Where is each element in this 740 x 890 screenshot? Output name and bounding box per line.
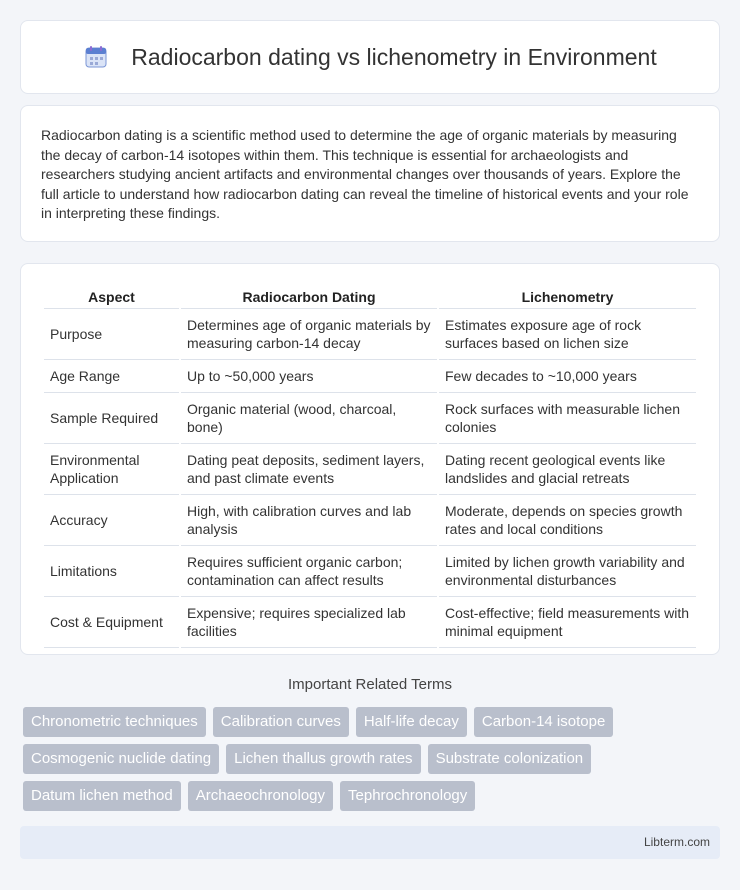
- table-header-row: [44, 284, 696, 309]
- calendar-icon: [83, 44, 109, 70]
- cell-aspect: Environmental Application: [44, 444, 179, 495]
- table-row: [44, 360, 696, 393]
- cell-aspect: Limitations: [44, 546, 179, 597]
- cell-radiocarbon: Organic material (wood, charcoal, bone): [181, 393, 437, 444]
- cell-aspect: Purpose: [44, 309, 179, 360]
- related-terms-title: Important Related Terms: [288, 676, 452, 693]
- cell-lichenometry: Cost-effective; field measurements with minimal equipment: [439, 597, 696, 648]
- tag-cosmogenic-nuclide-dating[interactable]: Cosmogenic nuclide dating: [23, 744, 219, 774]
- tag-datum-lichen-method[interactable]: Datum lichen method: [23, 781, 181, 811]
- tag-lichen-thallus-growth-rates[interactable]: Lichen thallus growth rates: [226, 744, 420, 774]
- comparison-card: [20, 263, 720, 655]
- cell-lichenometry: Moderate, depends on species growth rates and local conditions: [439, 495, 696, 546]
- tag-carbon-14-isotope[interactable]: Carbon-14 isotope: [474, 707, 613, 737]
- tag-half-life-decay[interactable]: Half-life decay: [356, 707, 467, 737]
- page-title: Radiocarbon dating vs lichenometry in Environment: [131, 43, 657, 70]
- cell-lichenometry: Limited by lichen growth variability and environmental disturbances: [439, 546, 696, 597]
- cell-lichenometry: Estimates exposure age of rock surfaces based on lichen size: [439, 309, 696, 360]
- header-lichenometry: Lichenometry: [439, 284, 696, 309]
- comparison-table: [42, 284, 698, 648]
- cell-radiocarbon: Determines age of organic materials by measuring carbon-14 decay: [181, 309, 437, 360]
- cell-lichenometry: Dating recent geological events like landslides and glacial retreats: [439, 444, 696, 495]
- cell-aspect: Accuracy: [44, 495, 179, 546]
- cell-aspect: Cost & Equipment: [44, 597, 179, 648]
- tag-calibration-curves[interactable]: Calibration curves: [213, 707, 349, 737]
- related-terms-tags: [23, 707, 723, 818]
- tag-substrate-colonization[interactable]: Substrate colonization: [428, 744, 592, 774]
- table-row: [44, 444, 696, 495]
- tag-archaeochronology[interactable]: Archaeochronology: [188, 781, 333, 811]
- table-row: [44, 393, 696, 444]
- cell-aspect: Sample Required: [44, 393, 179, 444]
- footer: [20, 826, 720, 859]
- tag-row: [23, 781, 723, 811]
- cell-aspect: Age Range: [44, 360, 179, 393]
- cell-radiocarbon: Dating peat deposits, sediment layers, and past climate events: [181, 444, 437, 495]
- table-row: [44, 309, 696, 360]
- tag-tephrochronology[interactable]: Tephrochronology: [340, 781, 475, 811]
- header-aspect: Aspect: [44, 284, 179, 309]
- cell-radiocarbon: Expensive; requires specialized lab facilities: [181, 597, 437, 648]
- cell-radiocarbon: High, with calibration curves and lab analysis: [181, 495, 437, 546]
- table-row: [44, 495, 696, 546]
- table-row: [44, 546, 696, 597]
- tag-row: [23, 707, 723, 737]
- table-row: [44, 597, 696, 648]
- header-card: [20, 20, 720, 94]
- cell-radiocarbon: Requires sufficient organic carbon; contamination can affect results: [181, 546, 437, 597]
- cell-lichenometry: Rock surfaces with measurable lichen colonies: [439, 393, 696, 444]
- tag-chronometric-techniques[interactable]: Chronometric techniques: [23, 707, 206, 737]
- cell-radiocarbon: Up to ~50,000 years: [181, 360, 437, 393]
- footer-site-link[interactable]: Libterm.com: [643, 835, 710, 849]
- intro-text: Radiocarbon dating is a scientific method used to determine the age of organic materials by measuring the decay of carbon-14 isotopes within them. This technique is essential for archaeologists and researchers studying ancient artifacts and environmental changes over thousands of years. Explore the full article to understand how radiocarbon dating can reveal the timeline of historical events and your role in interpreting these findings.: [41, 127, 689, 222]
- header-radiocarbon: Radiocarbon Dating: [181, 284, 437, 309]
- intro-card: [20, 105, 720, 242]
- tag-row: [23, 744, 723, 774]
- cell-lichenometry: Few decades to ~10,000 years: [439, 360, 696, 393]
